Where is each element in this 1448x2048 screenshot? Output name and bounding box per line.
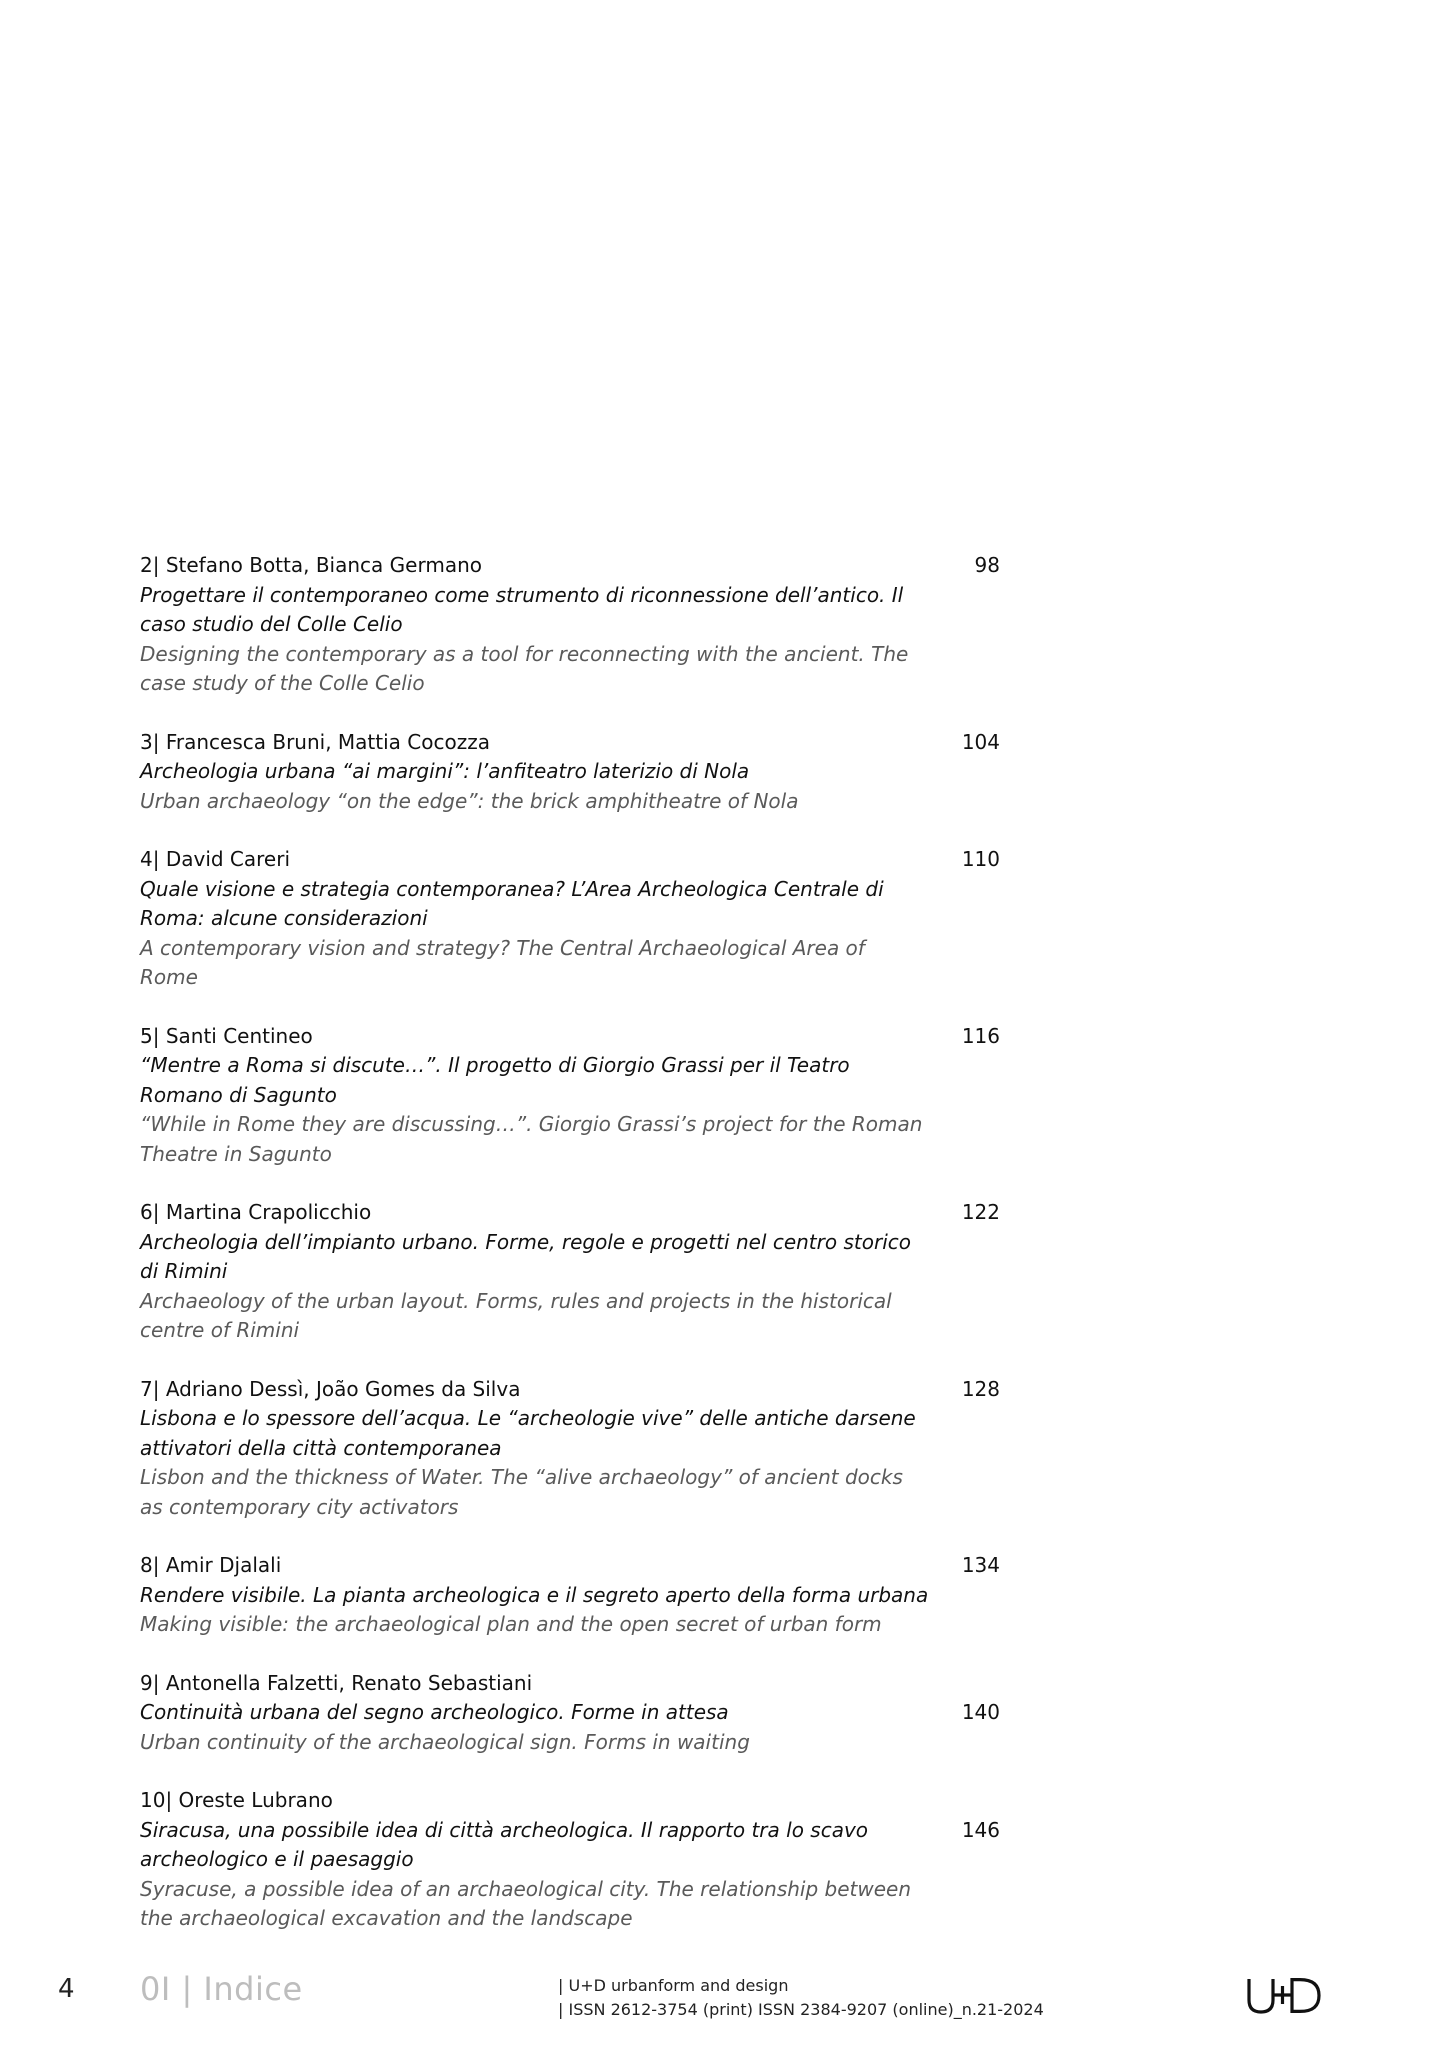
toc-entry[interactable] [140,1786,1000,1934]
toc-entry[interactable] [140,1198,1000,1346]
toc-entry[interactable] [140,845,1000,993]
entry-page-number: 122 [961,1200,1000,1224]
journal-info [558,1974,1044,2022]
toc-entry[interactable] [140,1669,1000,1758]
toc-entry[interactable] [140,1375,1000,1523]
entry-title-en: the archaeological excavation and the landscape [140,1906,633,1930]
entry-page-number: 110 [961,847,1000,871]
entry-title-it: Progettare il contemporaneo come strumento di riconnessione dell’antico. Il [140,582,904,607]
entry-title-en: Syracuse, a possible idea of an archaeological city. The relationship between [140,1876,912,1901]
entry-title-it: attivatori della città contemporanea [140,1435,502,1460]
entry-title-en: Making visible: the archaeological plan and the open secret of urban form [140,1612,882,1636]
ud-logo [1246,1978,1322,2018]
entry-author: 10| Oreste Lubrano [140,1788,333,1812]
entry-title-en: as contemporary city activators [140,1494,459,1519]
entry-title-en: Theatre in Sagunto [140,1141,332,1166]
entry-title-en: Archaeology of the urban layout. Forms, rules and projects in the historical [140,1288,892,1313]
page-number: 4 [58,1974,75,2004]
entry-title-it: Quale visione e strategia contemporanea? L’Area Archeologica Centrale di [140,876,884,901]
entry-author: 2| Stefano Botta, Bianca Germano [140,553,482,577]
entry-title-it: archeologico e il paesaggio [140,1847,414,1871]
toc-entry[interactable] [140,1551,1000,1640]
section-title: 0I | Indice [140,1970,303,2008]
entry-title-it: di Rimini [140,1259,228,1283]
entry-author: 7| Adriano Dessì, João Gomes da Silva [140,1376,521,1401]
entry-page-number: 104 [961,729,1000,754]
entry-title-it: Siracusa, una possibile idea di città archeologica. Il rapporto tra lo scavo [140,1817,869,1842]
toc-entry[interactable] [140,728,1000,817]
entry-author: 9| Antonella Falzetti, Renato Sebastiani [140,1670,533,1695]
entry-author: 5| Santi Centineo [140,1023,313,1048]
entry-page-number: 140 [961,1700,1000,1724]
toc-entry[interactable] [140,551,1000,699]
entry-title-en: Urban archaeology “on the edge”: the brick amphitheatre of Nola [140,788,799,813]
entry-page-number: 146 [961,1817,1000,1842]
entry-title-it: Roma: alcune considerazioni [140,906,428,930]
entry-title-it: Rendere visibile. La pianta archeologica e il segreto aperto della forma urbana [140,1582,929,1607]
entry-author: 3| Francesca Bruni, Mattia Cocozza [140,729,490,754]
toc-entry[interactable] [140,1022,1000,1170]
entry-page-number: 128 [961,1376,1000,1401]
entry-title-en: Rome [140,965,198,989]
entry-title-it: Archeologia dell’impianto urbano. Forme, regole e progetti nel centro storico [140,1229,911,1254]
entry-title-it: caso studio del Colle Celio [140,612,403,636]
table-of-contents [140,551,1000,1963]
entry-title-en: A contemporary vision and strategy? The Central Archaeological Area of [140,935,865,960]
entry-page-number: 134 [961,1553,1000,1577]
entry-title-it: Lisbona e lo spessore dell’acqua. Le “archeologie vive” delle antiche darsene [140,1406,916,1430]
entry-title-it: Romano di Sagunto [140,1082,337,1107]
entry-title-en: Urban continuity of the archaeological sign. Forms in waiting [140,1729,750,1754]
entry-title-en: centre of Rimini [140,1318,300,1342]
entry-author: 4| David Careri [140,847,291,871]
entry-page-number: 116 [961,1023,1000,1048]
entry-title-en: “While in Rome they are discussing…”. Giorgio Grassi’s project for the Roman [140,1112,923,1136]
entry-page-number: 98 [974,553,1000,577]
entry-title-it: Archeologia urbana “ai margini”: l’anfiteatro laterizio di Nola [140,759,750,783]
entry-title-it: “Mentre a Roma si discute…”. Il progetto di Giorgio Grassi per il Teatro [140,1053,850,1077]
entry-title-en: Designing the contemporary as a tool for reconnecting with the ancient. The [140,641,909,666]
entry-title-it: Continuità urbana del segno archeologico. Forme in attesa [140,1700,729,1724]
entry-author: 6| Martina Crapolicchio [140,1200,372,1224]
entry-author: 8| Amir Djalali [140,1553,282,1577]
entry-title-en: Lisbon and the thickness of Water. The “alive archaeology” of ancient docks [140,1465,903,1489]
entry-title-en: case study of the Colle Celio [140,671,425,695]
journal-issn: | ISSN 2612-3754 (print) ISSN 2384-9207 (online)_n.21-2024 [558,2000,1044,2019]
journal-name: | U+D urbanform and design [558,1976,789,1995]
